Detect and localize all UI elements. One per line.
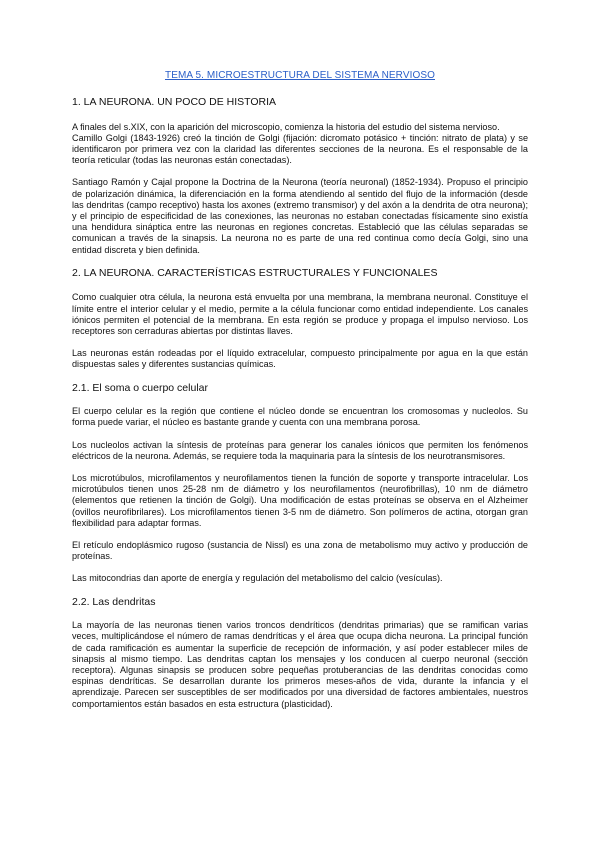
section-heading-history: 1. LA NEURONA. UN POCO DE HISTORIA: [72, 96, 277, 108]
paragraph: Camillo Golgi (1843-1926) creó la tinción de Golgi (fijación: dicromato potásico + tinción: nitrato de plata) y se identificaron por primera vez con la claridad las diferentes secciones de la neurona. Es el responsable de la teoría reticular (todas las neuronas están conectadas).: [72, 132, 528, 166]
paragraph: El retículo endoplásmico rugoso (sustancia de Nissl) es una zona de metabolismo muy activo y producción de proteínas.: [72, 540, 528, 562]
paragraph: Las neuronas están rodeadas por el líquido extracelular, compuesto principalmente por agua en la que están dispuestas sales y diferentes sustancias químicas.: [72, 348, 528, 370]
paragraph: Los nucleolos activan la síntesis de proteínas para generar los canales iónicos que permiten los fenómenos eléctricos de la neurona. Además, se requiere toda la maquinaria para la síntesis de los neurotransmisores.: [72, 439, 528, 461]
section-heading-dendrites: 2.2. Las dendritas: [72, 595, 156, 608]
paragraph: Como cualquier otra célula, la neurona está envuelta por una membrana, la membrana neuronal. Constituye el límite entre el interior celular y el medio, permite a la célula funcionar como entidad independiente. Los canales iónicos permiten el potencial de la membrana. En esta región se produce y propaga el impulso nervioso. Los receptores son cerraduras abiertas por distintas llaves.: [72, 292, 528, 337]
paragraph: Los microtúbulos, microfilamentos y neurofilamentos tienen la función de soporte y transporte intracelular. Los microtúbulos tienen unos 25-28 nm de diámetro y los neurofilamentos (neurofibrillas), 10 nm de diámetro (elementos que retienen la tinción de Golgi). Una modificación de estas proteínas se observa en el Alzheimer (ovillos neurofibrilares). Los microfilamentos tienen 3-5 nm de diámetro. Son polímeros de actina, otorgan gran flexibilidad para adaptar formas.: [72, 473, 528, 528]
section-heading-soma: 2.1. El soma o cuerpo celular: [72, 381, 208, 394]
section-heading-characteristics: 2. LA NEURONA. CARACTERÍSTICAS ESTRUCTURALES Y FUNCIONALES: [72, 266, 438, 279]
paragraph: Santiago Ramón y Cajal propone la Doctrina de la Neurona (teoría neuronal) (1852-1934). Propuso el principio de polarización dinámica, la diferenciación en la forma atendiendo al sentido del flujo de la información (desde las dendritas (campo receptivo) hasta los axones (extremo transmisor) y del axón a la dendrita de otra neurona); y el principio de especificidad de las conexiones, las neuronas no estaban conectadas físicamente sino existía una hendidura sináptica entre las neuronas en regiones concretas. Estableció que las células separadas se comunican a través de la sinapsis. La neurona no es parte de una red continua como decía Golgi, sino una entidad discreta y bien definida.: [72, 177, 528, 255]
document-title[interactable]: TEMA 5. MICROESTRUCTURA DEL SISTEMA NERVIOSO: [164, 70, 435, 81]
paragraph: A finales del s.XIX, con la aparición del microscopio, comienza la historia del estudio del sistema nervioso.: [72, 121, 500, 132]
paragraph: Las mitocondrias dan aporte de energía y regulación del metabolismo del calcio (vesículas).: [72, 573, 443, 584]
paragraph: La mayoría de las neuronas tienen varios troncos dendríticos (dendritas primarias) que se ramifican varias veces, multiplicándose el número de ramas dendríticas y el área que ocupa dicha neurona. La principal función de cada ramificación es aumentar la superficie de recepción de información, y así poder establecer miles de sinapsis al mismo tiempo. Las dendritas captan los mensajes y los conducen al cuerpo neuronal (sección receptora). Algunas sinapsis se producen sobre pequeñas protuberancias de las dendritas conocidas como espinas dendríticas. Se desarrollan durante los primeros meses-años de vida, durante la infancia y el aprendizaje. Parecen ser susceptibles de ser modificados por una diversidad de factores ambientales, nuestros comportamientos están basados en esta estructura (plasticidad).: [72, 620, 528, 709]
paragraph: El cuerpo celular es la región que contiene el núcleo donde se encuentran los cromosomas y nucleolos. Su forma puede variar, el núcleo es bastante grande y cuenta con una membrana porosa.: [72, 406, 528, 428]
